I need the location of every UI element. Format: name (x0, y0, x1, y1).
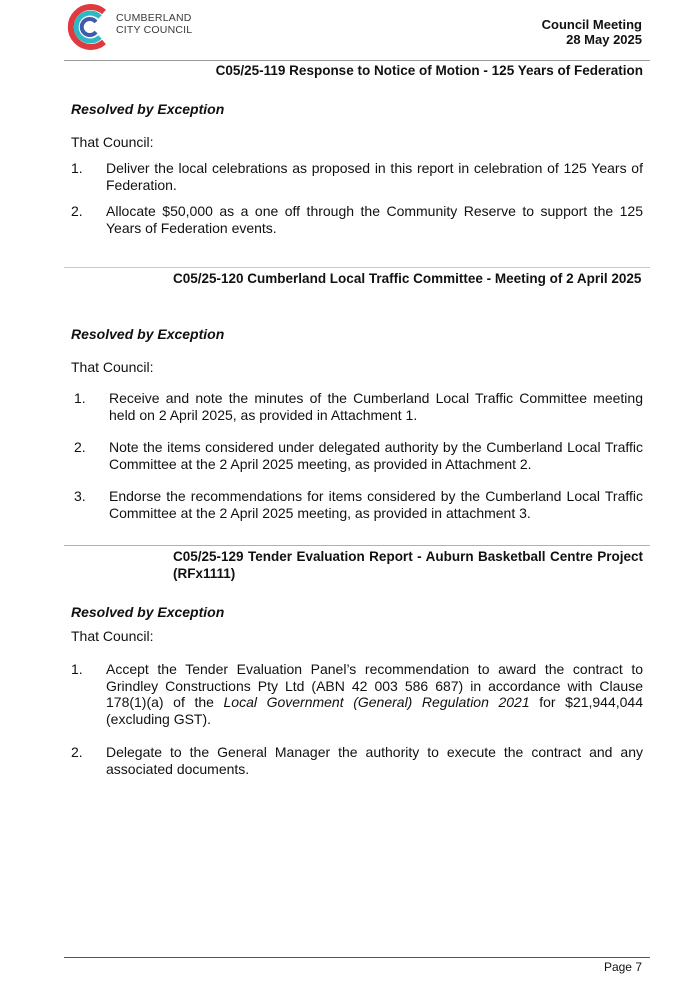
council-logo-icon (64, 2, 114, 52)
section-title: C05/25-129 Tender Evaluation Report - Auburn Basketball Centre Project (RFx1111) (173, 549, 643, 581)
section-divider (64, 545, 650, 546)
intro-text: That Council: (71, 628, 154, 644)
list-item (74, 390, 643, 424)
list-item (71, 661, 643, 729)
intro-text: That Council: (71, 134, 154, 150)
item-number: 3. (74, 488, 86, 504)
list-item (71, 203, 643, 237)
regulation-title: Local Government (General) Regulation 2021 (223, 694, 530, 711)
meeting-title: Council Meeting (541, 17, 642, 32)
resolved-label: Resolved by Exception (71, 326, 225, 342)
item-number: 2. (74, 439, 86, 455)
item-text: Deliver the local celebrations as proposed in this report in celebration of 125 Years of Federation. (106, 160, 643, 193)
item-text-part: for $21,944,044 (excluding GST). (106, 694, 644, 727)
item-text: Receive and note the minutes of the Cumberland Local Traffic Committee meeting held on 2 April 2025, as provided in Attachment 1. (109, 390, 643, 423)
meeting-date: 28 May 2025 (566, 32, 642, 47)
section-divider (64, 267, 650, 268)
item-text: Endorse the recommendations for items considered by the Cumberland Local Traffic Committee at the 2 April 2025 meeting, as provided in attachment 3. (109, 488, 643, 521)
item-text (106, 661, 643, 727)
page-number: Page 7 (603, 960, 642, 974)
item-text: Note the items considered under delegated authority by the Cumberland Local Traffic Committee at the 2 April 2025 meeting, as provided in Attachment 2. (109, 439, 643, 472)
list-item (74, 439, 643, 473)
list-item (71, 160, 643, 194)
item-number: 2. (71, 744, 83, 760)
list-item (74, 488, 643, 522)
logo-line2: CITY COUNCIL (116, 24, 193, 36)
resolved-label: Resolved by Exception (71, 604, 225, 620)
logo-text (116, 12, 192, 36)
intro-text: That Council: (71, 359, 154, 375)
item-number: 1. (74, 390, 86, 406)
footer-divider (64, 957, 650, 958)
list-item (71, 744, 643, 778)
item-text: Allocate $50,000 as a one off through the Community Reserve to support the 125 Years of Federation events. (106, 203, 643, 236)
item-number: 1. (71, 160, 83, 176)
section-title: C05/25-120 Cumberland Local Traffic Committee - Meeting of 2 April 2025 (173, 271, 642, 286)
header-meeting-info (542, 17, 642, 47)
item-number: 1. (71, 661, 83, 677)
item-text: Delegate to the General Manager the authority to execute the contract and any associated documents. (106, 744, 643, 777)
item-text-part: Accept the Tender Evaluation Panel’s recommendation to award the contract to Grindley Constructions Pty Ltd (ABN 42 003 586 687) in accordance with Clause 178(1)(a) of the (106, 661, 643, 711)
item-number: 2. (71, 203, 83, 219)
section-divider (64, 60, 650, 61)
logo-line1: CUMBERLAND (116, 12, 192, 24)
section-title: C05/25-119 Response to Notice of Motion - 125 Years of Federation (215, 63, 643, 78)
resolved-label: Resolved by Exception (71, 101, 225, 117)
